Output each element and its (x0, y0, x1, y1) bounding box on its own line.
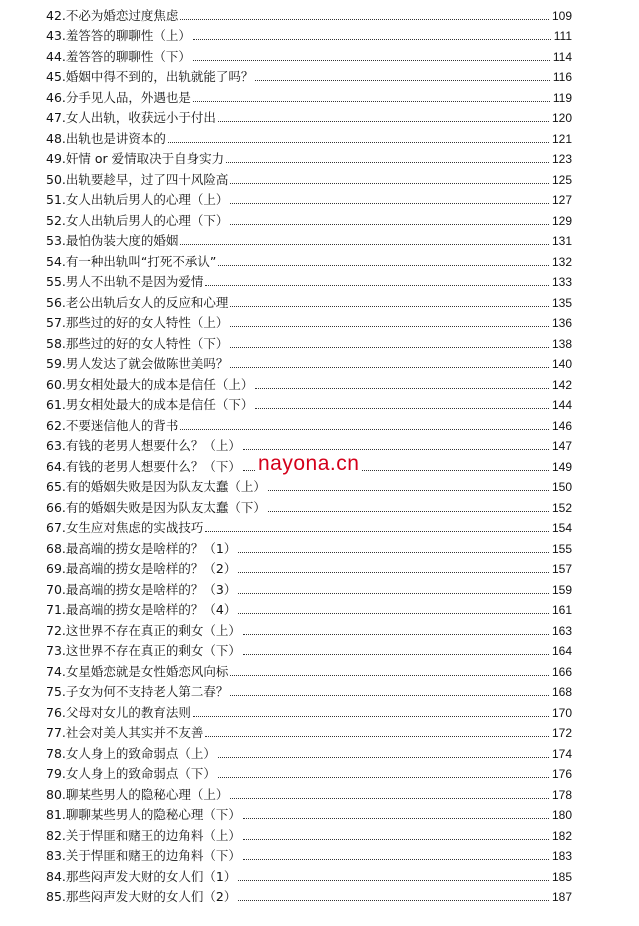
toc-entry-title: 63.有钱的老男人想要什么？（上） (46, 438, 241, 453)
toc-entry-title: 57.那些过的好的女人特性（上） (46, 315, 229, 330)
toc-entry[interactable] (46, 330, 572, 351)
toc-entry[interactable] (46, 146, 572, 167)
toc-entry-page-number: 144 (551, 398, 572, 412)
toc-entry-page-number: 168 (551, 685, 572, 699)
toc-entry-page-number: 127 (551, 193, 572, 207)
toc-entry[interactable] (46, 781, 572, 802)
toc-dot-leader (230, 367, 549, 368)
toc-entry-page-number: 138 (551, 336, 572, 351)
toc-dot-leader (193, 60, 550, 61)
toc-entry-page-number: 166 (551, 664, 572, 679)
toc-entry[interactable] (46, 310, 572, 331)
toc-entry[interactable] (46, 843, 572, 864)
toc-dot-leader (193, 101, 550, 102)
toc-entry[interactable] (46, 248, 572, 269)
toc-entry[interactable] (46, 802, 572, 823)
toc-entry-page-number: 114 (552, 49, 572, 64)
toc-entry[interactable] (46, 392, 572, 413)
toc-entry-title: 42.不必为婚恋过度焦虑 (46, 7, 179, 23)
toc-entry[interactable] (46, 494, 572, 515)
watermark: nayona.cn (258, 452, 360, 475)
toc-entry-title: 72.这世界不存在真正的剩女（上） (46, 622, 241, 638)
toc-entry-title: 81.聊聊某些男人的隐秘心理（下） (46, 807, 241, 822)
toc-entry[interactable] (46, 576, 572, 597)
toc-entry-page-number: 154 (551, 521, 572, 535)
toc-dot-leader (226, 162, 549, 163)
toc-entry[interactable] (46, 556, 572, 577)
toc-entry-title: 69.最高端的捞女是啥样的？（2） (46, 561, 237, 576)
toc-entry-title: 49.奸情 or 爱情取决于自身实力 (46, 151, 225, 166)
toc-entry[interactable] (46, 863, 572, 884)
toc-entry-page-number: 185 (551, 869, 572, 884)
toc-entry-page-number: 149 (551, 459, 572, 474)
toc-entry[interactable] (46, 884, 572, 905)
toc-entry-title: 68.最高端的捞女是啥样的？（1） (46, 540, 237, 556)
toc-entry-page-number: 146 (551, 418, 572, 433)
toc-entry-page-number: 136 (551, 316, 572, 330)
toc-entry-title: 77.社会对美人其实并不友善 (46, 725, 204, 740)
toc-entry-title: 84.那些闷声发大财的女人们（1） (46, 868, 237, 884)
toc-entry-page-number: 155 (551, 541, 572, 556)
toc-entry[interactable] (46, 166, 572, 187)
toc-entry[interactable] (46, 617, 572, 638)
toc-entry-title: 50.出轨要趁早，过了四十风险高 (46, 171, 229, 187)
toc-entry-title: 61.男女相处最大的成本是信任（下） (46, 397, 254, 412)
toc-entry-title: 82.关于悍匪和赌王的边角料（上） (46, 827, 241, 843)
toc-dot-leader (230, 203, 549, 204)
toc-entry-title: 76.父母对女儿的教育法则 (46, 704, 191, 720)
toc-dot-leader (230, 798, 549, 799)
toc-dot-leader (230, 695, 549, 696)
toc-entry-page-number: 159 (551, 582, 572, 597)
toc-entry-page-number: 109 (551, 8, 572, 23)
toc-entry-page-number: 120 (551, 111, 572, 125)
toc-entry-title: 52.女人出轨后男人的心理（下） (46, 212, 229, 228)
toc-entry-page-number: 170 (551, 705, 572, 720)
toc-dot-leader (193, 716, 549, 717)
toc-entry-page-number: 135 (551, 295, 572, 310)
toc-entry[interactable] (46, 371, 572, 392)
toc-entry[interactable] (46, 43, 572, 64)
toc-dot-leader (218, 265, 549, 266)
toc-dot-leader (218, 777, 549, 778)
toc-entry[interactable] (46, 515, 572, 536)
toc-entry-page-number: 187 (551, 890, 572, 904)
toc-entry[interactable] (46, 351, 572, 372)
toc-entry-page-number: 147 (551, 439, 572, 453)
toc-entry[interactable] (46, 679, 572, 700)
toc-entry[interactable] (46, 474, 572, 495)
toc-entry-title: 59.男人发达了就会做陈世美吗？ (46, 356, 229, 371)
toc-entry[interactable] (46, 761, 572, 782)
toc-entry-page-number: 150 (551, 480, 572, 494)
toc-entry-title: 65.有的婚姻失败是因为队友太蠢（上） (46, 479, 266, 494)
toc-dot-leader (238, 900, 549, 901)
toc-dot-leader (180, 429, 549, 430)
toc-entry-page-number: 140 (551, 357, 572, 371)
toc-dot-leader (238, 572, 549, 573)
toc-entry-title: 51.女人出轨后男人的心理（上） (46, 192, 229, 207)
toc-dot-leader (255, 408, 549, 409)
toc-entry-title: 58.那些过的好的女人特性（下） (46, 335, 229, 351)
toc-dot-leader (180, 244, 549, 245)
toc-dot-leader (243, 654, 549, 655)
toc-dot-leader (230, 183, 549, 184)
toc-entry-title: 55.男人不出轨不是因为爱情 (46, 274, 204, 289)
toc-entry-page-number: 176 (551, 767, 572, 781)
toc-entry-title: 62.不要迷信他人的背书 (46, 417, 179, 433)
toc-entry[interactable] (46, 638, 572, 659)
toc-dot-leader (205, 531, 549, 532)
toc-entry[interactable] (46, 187, 572, 208)
toc-entry[interactable] (46, 699, 572, 720)
toc-dot-leader (205, 736, 549, 737)
toc-entry[interactable] (46, 740, 572, 761)
toc-entry-page-number: 131 (551, 234, 572, 248)
toc-entry-page-number: 174 (551, 746, 572, 761)
toc-dot-leader (193, 39, 551, 40)
toc-entry-title: 54.有一种出轨叫“打死不承认” (46, 253, 217, 269)
toc-entry-title: 46.分手见人品，外遇也是 (46, 89, 191, 105)
toc-entry-title: 70.最高端的捞女是啥样的？（3） (46, 581, 237, 597)
toc-entry-title: 66.有的婚姻失败是因为队友太蠢（下） (46, 499, 266, 515)
toc-entry-page-number: 116 (552, 70, 572, 84)
toc-entry-page-number: 182 (551, 828, 572, 843)
toc-entry[interactable] (46, 84, 572, 105)
toc-entry[interactable] (46, 535, 572, 556)
toc-entry-title: 48.出轨也是讲资本的 (46, 130, 166, 146)
toc-entry[interactable] (46, 269, 572, 290)
toc-dot-leader (255, 80, 549, 81)
toc-entry-page-number: 123 (551, 152, 572, 166)
toc-entry-page-number: 132 (551, 254, 572, 269)
toc-entry-page-number: 157 (551, 562, 572, 576)
toc-entry-page-number: 129 (551, 213, 572, 228)
toc-entry-title: 45.婚姻中得不到的，出轨就能了吗？ (46, 69, 254, 84)
toc-dot-leader (238, 552, 549, 553)
toc-dot-leader (268, 490, 549, 491)
toc-entry-title: 64.有钱的老男人想要什么？（下） (46, 458, 241, 474)
toc-entry-page-number: 164 (551, 644, 572, 658)
toc-entry-title: 74.女星婚恋就是女性婚恋风向标 (46, 663, 229, 679)
toc-entry[interactable] (46, 23, 572, 44)
toc-entry-page-number: 163 (551, 623, 572, 638)
toc-entry[interactable] (46, 2, 572, 23)
toc-entry-page-number: 142 (551, 377, 572, 392)
toc-dot-leader (218, 757, 549, 758)
toc-entry[interactable] (46, 207, 572, 228)
toc-dot-leader (230, 306, 549, 307)
toc-entry-page-number: 125 (551, 172, 572, 187)
toc-dot-leader (218, 121, 549, 122)
toc-entry-page-number: 183 (551, 849, 572, 863)
toc-entry-page-number: 178 (551, 787, 572, 802)
toc-dot-leader (238, 593, 549, 594)
toc-dot-leader (243, 839, 549, 840)
toc-entry-title: 80.聊某些男人的隐秘心理（上） (46, 786, 229, 802)
toc-entry-page-number: 119 (552, 90, 572, 105)
toc-dot-leader (230, 347, 549, 348)
toc-entry[interactable] (46, 289, 572, 310)
toc-dot-leader (243, 859, 549, 860)
toc-dot-leader (238, 880, 549, 881)
toc-entry-page-number: 161 (551, 603, 572, 617)
toc-dot-leader (268, 511, 549, 512)
toc-entry[interactable] (46, 597, 572, 618)
toc-entry-page-number: 180 (551, 808, 572, 822)
toc-dot-leader (243, 818, 549, 819)
toc-entry-page-number: 172 (551, 726, 572, 740)
toc-entry[interactable] (46, 412, 572, 433)
toc-entry-page-number: 133 (551, 275, 572, 289)
toc-entry-title: 60.男女相处最大的成本是信任（上） (46, 376, 254, 392)
toc-entry-title: 78.女人身上的致命弱点（上） (46, 745, 216, 761)
toc-entry[interactable] (46, 105, 572, 126)
toc-entry[interactable] (46, 228, 572, 249)
toc-entry[interactable] (46, 433, 572, 454)
toc-entry[interactable] (46, 658, 572, 679)
toc-dot-leader (180, 19, 549, 20)
toc-entry-title: 67.女生应对焦虑的实战技巧 (46, 520, 204, 535)
toc-dot-leader (205, 285, 549, 286)
toc-entry-title: 83.关于悍匪和赌王的边角料（下） (46, 848, 241, 863)
toc-entry-title: 71.最高端的捞女是啥样的？（4） (46, 602, 237, 617)
toc-entry-title: 43.羞答答的聊聊性（上） (46, 28, 191, 43)
toc-entry[interactable] (46, 125, 572, 146)
toc-dot-leader (168, 142, 549, 143)
toc-entry-title: 44.羞答答的聊聊性（下） (46, 48, 191, 64)
toc-entry-title: 73.这世界不存在真正的剩女（下） (46, 643, 241, 658)
toc-entry[interactable] (46, 822, 572, 843)
toc-entry-title: 79.女人身上的致命弱点（下） (46, 766, 216, 781)
toc-dot-leader (238, 613, 549, 614)
toc-entry-title: 56.老公出轨后女人的反应和心理 (46, 294, 229, 310)
toc-entry-title: 85.那些闷声发大财的女人们（2） (46, 889, 237, 904)
toc-dot-leader (230, 675, 549, 676)
toc-entry[interactable] (46, 64, 572, 85)
toc-entry-page-number: 121 (551, 131, 572, 146)
toc-entry-title: 53.最怕伪装大度的婚姻 (46, 233, 179, 248)
toc-dot-leader (243, 449, 549, 450)
toc-entry-page-number: 111 (553, 29, 572, 43)
toc-entry-title: 75.子女为何不支持老人第二春？ (46, 684, 229, 699)
toc-entry-title: 47.女人出轨，收获远小于付出 (46, 110, 216, 125)
toc-entry-page-number: 152 (551, 500, 572, 515)
toc-dot-leader (230, 326, 549, 327)
toc-dot-leader (230, 224, 549, 225)
toc-dot-leader (255, 388, 549, 389)
toc-entry[interactable] (46, 720, 572, 741)
toc-dot-leader (243, 634, 549, 635)
